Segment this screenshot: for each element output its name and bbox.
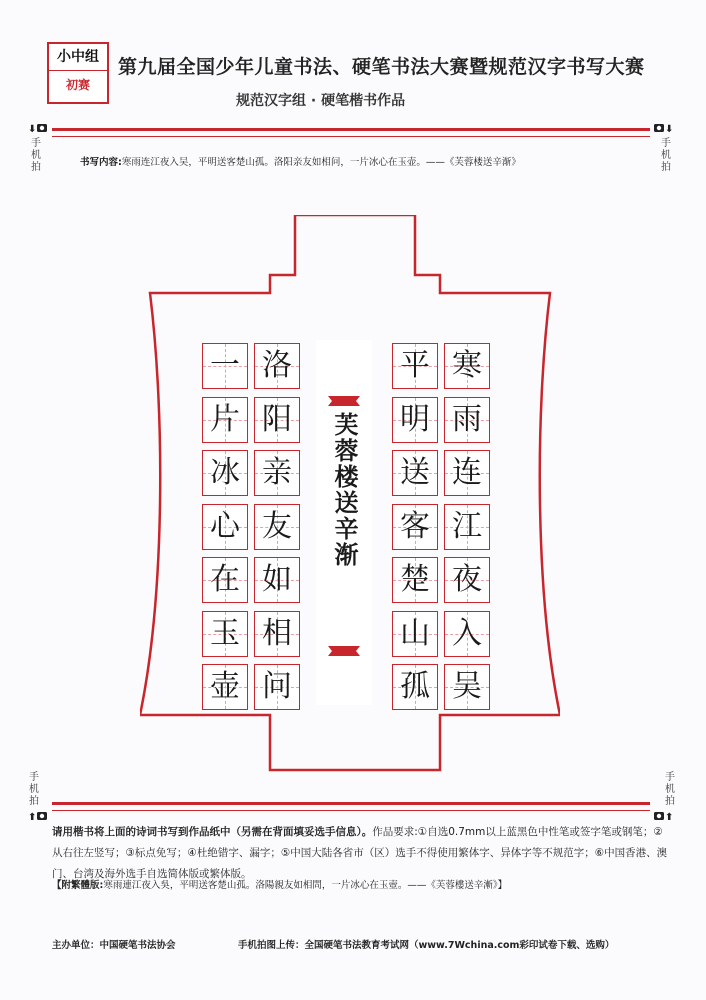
group-label: 小中组 (49, 44, 107, 71)
bottom-rule-thin (52, 810, 650, 811)
grid-character: 楚 (400, 562, 430, 597)
requirements-text: ①自选0.7mm以上蓝黑色中性笔或签字笔或钢笔；②从右往左竖写；③标点免写；④杜绝错字、漏字；⑤中国大陆各省市（区）选手不得使用繁体字、异体字等不规范字；⑥中国香港、澳门、台湾及海外选手自选简体版或繁体版。 (52, 826, 668, 880)
grid-character: 连 (452, 455, 482, 490)
instructions-lead: 请用楷书将上面的诗词书写到作品纸中（另需在背面填妥选手信息）。 (52, 826, 373, 838)
camera-icon (28, 810, 48, 822)
grid-character: 片 (210, 401, 240, 437)
svg-text:⬇: ⬇ (28, 124, 37, 134)
side-label-bottom-right: 手机拍 (665, 772, 675, 807)
grid-character: 送 (400, 455, 430, 490)
grid-cell (202, 343, 248, 389)
organizer: 主办单位：中国硬笔书法协会 (52, 940, 176, 951)
grid-character: 夜 (452, 562, 482, 597)
grid-character: 雨 (452, 401, 482, 437)
traditional-label: 【附繁體版: (52, 880, 104, 891)
grid-character: 友 (262, 508, 292, 544)
requirements-label: 作品要求: (372, 826, 418, 838)
page-subtitle: 规范汉字组 · 硬笔楷书作品 (236, 93, 406, 109)
grid-character: 明 (400, 401, 430, 437)
grid-cell (392, 557, 438, 603)
grid-cell (444, 664, 490, 710)
grid-cell (444, 611, 490, 657)
grid-character: 寒 (452, 348, 482, 383)
camera-marker-top-right (654, 122, 674, 137)
ribbon-top-icon (328, 394, 360, 408)
svg-text:⬆: ⬆ (28, 812, 37, 822)
stage-label: 初赛 (65, 78, 90, 92)
grid-cell (202, 504, 248, 550)
grid-cell (392, 397, 438, 443)
grid-character: 冰 (210, 455, 240, 490)
poem-title-text: 芙蓉楼送辛渐 (330, 412, 359, 568)
side-label-bottom-left: 手机拍 (29, 772, 39, 807)
grid-cell (392, 611, 438, 657)
grid-character: 一 (210, 348, 240, 383)
grid-cell (444, 450, 490, 496)
side-label-top-right: 手机拍 (661, 138, 671, 173)
grid-character: 在 (210, 562, 240, 597)
grid-cell (202, 397, 248, 443)
grid-character: 客 (400, 508, 430, 544)
camera-marker-bottom-left (28, 810, 48, 825)
grid-character: 江 (452, 508, 482, 544)
top-rule (52, 128, 650, 131)
instructions (52, 822, 672, 885)
grid-character: 相 (262, 615, 292, 651)
grid-cell (444, 504, 490, 550)
grid-character: 平 (400, 348, 430, 383)
ribbon-bottom-icon (328, 644, 360, 658)
grid-character: 玉 (210, 615, 240, 651)
grid-character: 入 (452, 615, 482, 651)
grid-character: 洛 (262, 348, 292, 383)
grid-cell (254, 557, 300, 603)
grid-cell (392, 343, 438, 389)
writing-content (80, 154, 521, 168)
grid-cell (444, 557, 490, 603)
group-badge (47, 42, 109, 104)
camera-icon (654, 122, 674, 134)
grid-cell (254, 343, 300, 389)
grid-character: 壶 (210, 669, 240, 704)
camera-icon (28, 122, 48, 134)
grid-character: 吴 (452, 669, 482, 704)
grid-character: 阳 (262, 401, 292, 437)
side-label-top-left: 手机拍 (31, 138, 41, 173)
traditional-text: 寒雨連江夜入吳，平明送客楚山孤。洛陽親友如相問，一片冰心在玉壺。——《芙蓉樓送辛漸》】 (103, 880, 508, 891)
grid-character: 山 (400, 615, 430, 651)
grid-cell (254, 611, 300, 657)
grid-cell (202, 611, 248, 657)
svg-text:⬇: ⬇ (665, 124, 674, 134)
grid-cell (202, 557, 248, 603)
writing-content-label: 书写内容: (80, 157, 122, 168)
svg-text:⬆: ⬆ (665, 812, 674, 822)
bottom-rule (52, 802, 650, 805)
grid-cell (392, 450, 438, 496)
poem-title (324, 412, 364, 568)
grid-character: 亲 (262, 455, 292, 490)
grid-cell (202, 450, 248, 496)
grid-cell (444, 397, 490, 443)
grid-cell (254, 450, 300, 496)
grid-cell (392, 504, 438, 550)
top-rule-thin (52, 136, 650, 137)
grid-cell (254, 664, 300, 710)
camera-icon (654, 810, 674, 822)
camera-marker-top-left (28, 122, 48, 137)
grid-cell (392, 664, 438, 710)
writing-content-text: 寒雨连江夜入吴，平明送客楚山孤。洛阳亲友如相问，一片冰心在玉壶。——《芙蓉楼送辛渐》 (121, 157, 521, 168)
grid-cell (444, 343, 490, 389)
grid-character: 如 (262, 562, 292, 597)
grid-character: 问 (262, 669, 292, 704)
grid-cell (202, 664, 248, 710)
page-title: 第九届全国少年儿童书法、硬笔书法大赛暨规范汉字书写大赛 (118, 56, 645, 78)
grid-cell (254, 504, 300, 550)
grid-cell (254, 397, 300, 443)
traditional-version (52, 877, 507, 891)
upload-info: 手机拍图上传：全国硬笔书法教育考试网（www.7Wchina.com彩印试卷下载、选购） (238, 940, 615, 951)
grid-character: 孤 (400, 669, 430, 704)
grid-character: 心 (210, 508, 240, 544)
